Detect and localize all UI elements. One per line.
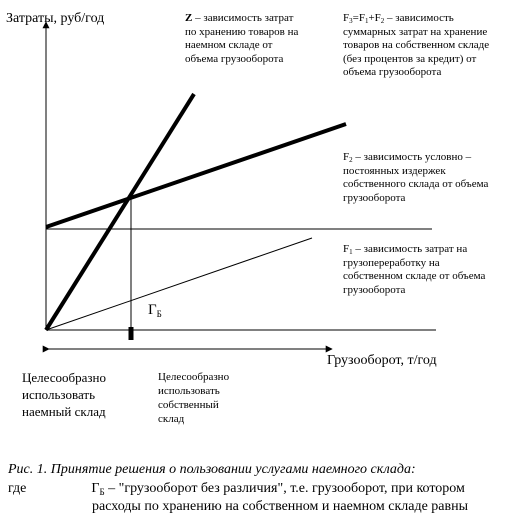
y-axis-label: Затраты, руб/год xyxy=(6,11,105,26)
caption-definition-line-2: расходы по хранению на собственном и наемном складе равны xyxy=(92,499,469,514)
f3-line xyxy=(46,124,346,227)
f2-annotation: $F_2$ – зависимость условно – постоянных издержек собственного склада от объема грузооборота xyxy=(343,151,489,204)
z-annotation: Z – зависимость затрат по хранению товаров на наемном складе от объема грузооборота xyxy=(185,12,299,65)
caption-definition-line-1: где $Г_Б$ – "грузооборот без различия", т.е. грузооборот, при котором xyxy=(8,481,465,497)
region-left-text: Целесообразно использовать наемный склад xyxy=(22,370,106,419)
f1-annotation: $F_1$ – зависимость затрат на грузопереработку на собственном складе от объема грузооборота xyxy=(343,243,486,296)
f3-annotation: $F_3=F_1+F_2$ – зависимость суммарных затрат на хранение товаров на собственном складе (без процентов за кредит) от объема грузооборота xyxy=(343,12,490,78)
figure-caption: Рис. 1. Принятие решения о пользовании услугами наемного склада: xyxy=(8,462,416,477)
x-axis-label: Грузооборот, т/год xyxy=(327,353,437,368)
region-right-text: Целесообразно использовать собственный склад xyxy=(158,371,230,425)
gb-label: $Г_Б$ xyxy=(148,302,162,319)
z-line xyxy=(46,94,194,330)
z-name: Z xyxy=(185,12,193,24)
gb-tick xyxy=(129,327,134,340)
f1-line xyxy=(46,238,312,330)
